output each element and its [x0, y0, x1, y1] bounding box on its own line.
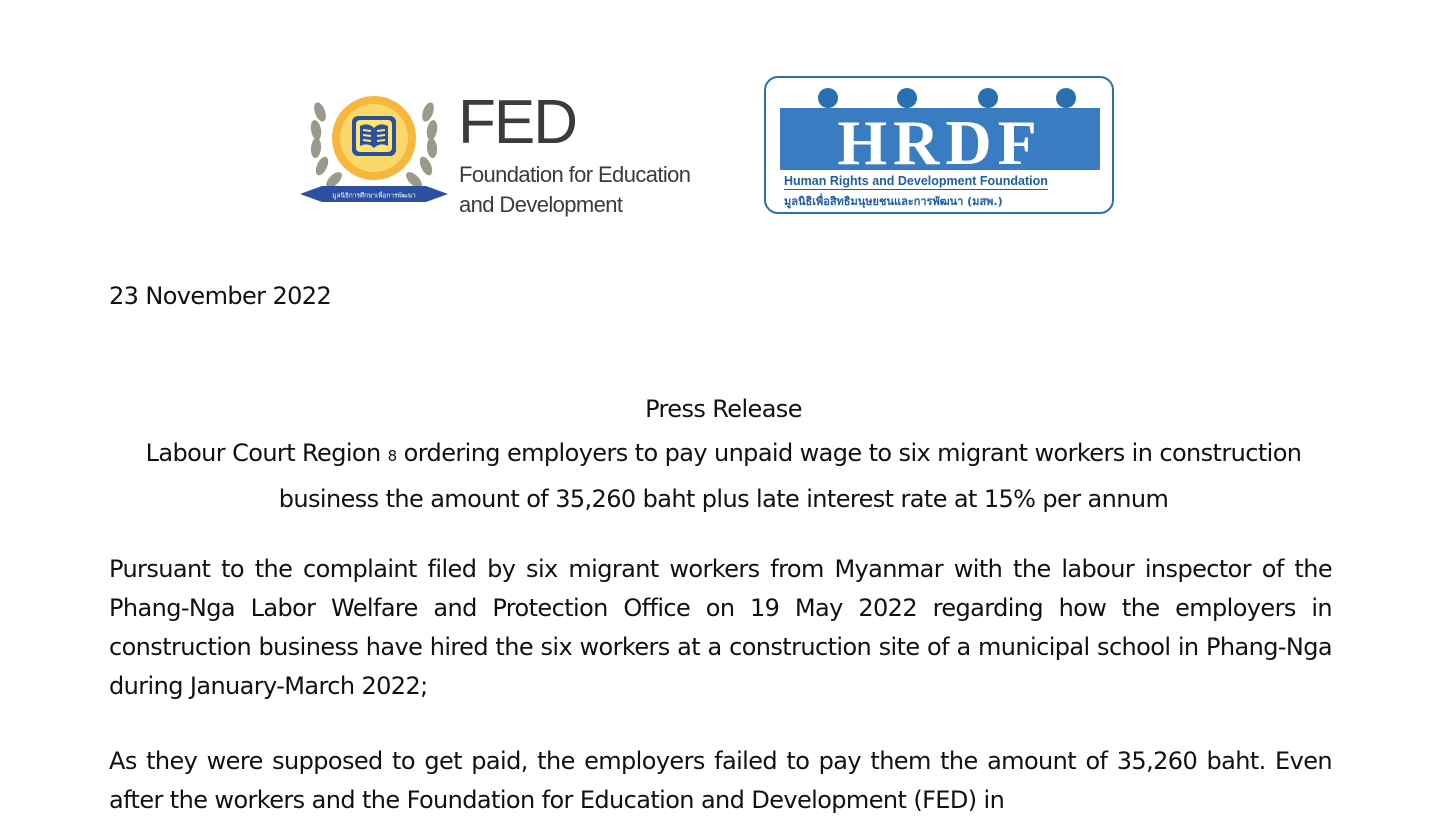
paragraph-1: Pursuant to the complaint filed by six migrant workers from Myanmar with the labour inspector of the Phang-Nga Labor Welfare and Protection Office on 19 May 2022 regarding how the employers in construction business have hired the six workers at a construction site of a municipal school in Phang-Nga during January-March 2022;: [109, 555, 1332, 700]
document-heading: Press Release: [645, 395, 802, 423]
open-book-emblem-icon: [298, 82, 450, 216]
fed-acronym: FED: [458, 88, 576, 157]
title-part2: ordering employers to pay unpaid wage to six migrant workers in construction business the amount of 35,260 baht plus late interest rate at 15% per annum: [278, 439, 1302, 513]
fed-name-line1: Foundation for Education: [459, 162, 691, 187]
fed-logo: [298, 82, 698, 222]
hrdf-logo: [764, 76, 1114, 214]
hrdf-full-name: Human Rights and Development Foundation: [784, 174, 1048, 188]
title-part1: Labour Court Region: [145, 439, 381, 467]
title-region-number: 8: [387, 447, 397, 465]
hrdf-acronym: HRDF: [837, 107, 1043, 178]
press-release-title: [100, 432, 1347, 521]
fed-name-line2: and Development: [459, 192, 623, 217]
paragraph-2: As they were supposed to get paid, the employers failed to pay them the amount of 35,260 baht. Even after the workers and the Foundation for Education and Development (FED) in: [109, 747, 1332, 814]
logo-header: [0, 0, 1447, 240]
hrdf-thai-name: มูลนิธิเพื่อสิทธิมนุษยชนและการพัฒนา (มสพ.): [784, 195, 1003, 208]
fed-ribbon-text: มูลนิธิการศึกษาเพื่อการพัฒนา: [332, 191, 416, 200]
fed-full-name: [459, 160, 690, 220]
document-date: 23 November 2022: [109, 282, 332, 310]
